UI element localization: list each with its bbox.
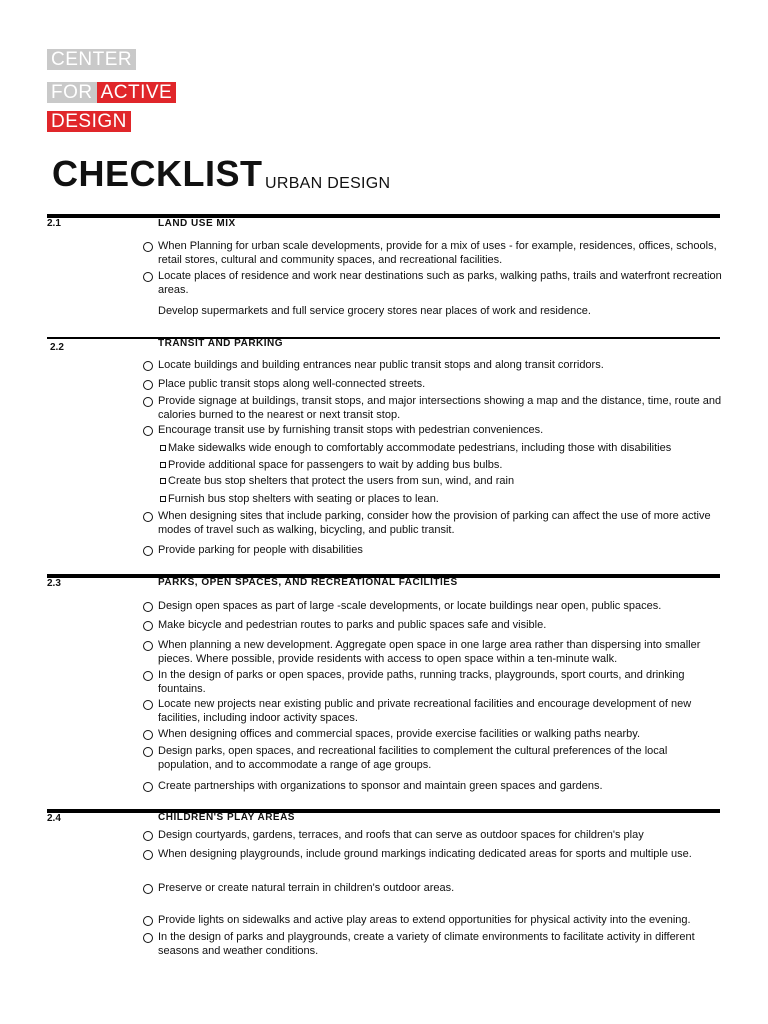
section-number: 2.2 <box>50 342 64 353</box>
checklist-item: Preserve or create natural terrain in children's outdoor areas. <box>158 882 455 894</box>
section-number: 2.1 <box>47 218 61 229</box>
checkbox-circle[interactable] <box>143 671 153 681</box>
sub-checkbox[interactable] <box>160 462 166 468</box>
checklist-item: When planning a new development. Aggregate open space in one large area rather than dispersing into smaller pieces. Where possible, provide residents with access to open space within a ten-minute walk. <box>158 639 701 665</box>
checklist-subitem: Furnish bus stop shelters with seating or places to lean. <box>168 493 439 505</box>
section-divider <box>47 809 720 813</box>
checkbox-circle[interactable] <box>143 884 153 894</box>
checkbox-circle[interactable] <box>143 831 153 841</box>
section-divider <box>47 337 720 339</box>
checkbox-circle[interactable] <box>143 397 153 407</box>
logo-line-3 <box>47 110 131 134</box>
section-title: LAND USE MIX <box>158 218 236 229</box>
checkbox-circle[interactable] <box>143 361 153 371</box>
page-title: CHECKLIST <box>52 153 263 194</box>
logo-center: CENTER <box>47 49 136 70</box>
sub-checkbox[interactable] <box>160 496 166 502</box>
section-number: 2.3 <box>47 578 61 589</box>
checkbox-circle[interactable] <box>143 916 153 926</box>
logo-line-1 <box>47 48 136 72</box>
logo-for: FOR <box>47 82 97 103</box>
section-title: CHILDREN'S PLAY AREAS <box>158 812 295 823</box>
checkbox-circle[interactable] <box>143 641 153 651</box>
checklist-item: When designing offices and commercial spaces, provide exercise facilities or walking paths nearby. <box>158 728 640 740</box>
checklist-item: Provide lights on sidewalks and active play areas to extend opportunities for physical activity into the evening. <box>158 914 691 926</box>
sub-checkbox[interactable] <box>160 478 166 484</box>
checklist-item: Design parks, open spaces, and recreational facilities to complement the cultural preferences of the local population, and to accommodate a range of age groups. <box>158 745 668 771</box>
checklist-subitem: Create bus stop shelters that protect the users from sun, wind, and rain <box>168 475 515 487</box>
checklist-subitem: Provide additional space for passengers to wait by adding bus bulbs. <box>168 459 503 471</box>
checklist-item: When Planning for urban scale developments, provide for a mix of uses - for example, residences, offices, schools, retail stores, cultural and community spaces, and recreational facilities. <box>158 240 717 266</box>
checklist-item: Provide parking for people with disabilities <box>158 544 363 556</box>
checkbox-circle[interactable] <box>143 730 153 740</box>
checkbox-circle[interactable] <box>143 850 153 860</box>
checkbox-circle[interactable] <box>143 426 153 436</box>
logo-line-2 <box>47 81 176 105</box>
checklist-item: Make bicycle and pedestrian routes to parks and public spaces safe and visible. <box>158 619 547 631</box>
section-title: PARKS, OPEN SPACES, AND RECREATIONAL FACILITIES <box>158 577 458 588</box>
checklist-item: Locate places of residence and work near destinations such as parks, walking paths, trails and waterfront recreation areas. <box>158 270 722 296</box>
section-number: 2.4 <box>47 813 61 824</box>
sub-checkbox[interactable] <box>160 445 166 451</box>
section-divider <box>47 214 720 218</box>
checklist-item: Create partnerships with organizations to sponsor and maintain green spaces and gardens. <box>158 780 603 792</box>
checklist-item: Locate new projects near existing public and private recreational facilities and encourage development of new facilities, including indoor activity spaces. <box>158 698 692 724</box>
checklist-item: In the design of parks or open spaces, provide paths, running tracks, playgrounds, sport courts, and drinking fountains. <box>158 669 685 695</box>
checkbox-circle[interactable] <box>143 272 153 282</box>
checkbox-circle[interactable] <box>143 512 153 522</box>
checkbox-circle[interactable] <box>143 242 153 252</box>
checklist-item: In the design of parks and playgrounds, create a variety of climate environments to facilitate activity in different seasons and weather conditions. <box>158 931 695 957</box>
checklist-item: When designing playgrounds, include ground markings indicating dedicated areas for sports and multiple use. <box>158 848 692 860</box>
checkbox-circle[interactable] <box>143 602 153 612</box>
checklist-item: Locate buildings and building entrances near public transit stops and along transit corridors. <box>158 359 604 371</box>
logo-active: ACTIVE <box>97 82 177 103</box>
checklist-item: Develop supermarkets and full service grocery stores near places of work and residence. <box>158 305 591 317</box>
checkbox-circle[interactable] <box>143 700 153 710</box>
checklist-item: Encourage transit use by furnishing transit stops with pedestrian conveniences. <box>158 424 544 436</box>
checklist-item: Provide signage at buildings, transit stops, and major intersections showing a map and the distance, time, route and calories burned to the nearest or next transit stop. <box>158 395 722 421</box>
checklist-subitem: Make sidewalks wide enough to comfortably accommodate pedestrians, including those with disabilities <box>168 442 672 454</box>
checkbox-circle[interactable] <box>143 380 153 390</box>
checklist-item: Place public transit stops along well-connected streets. <box>158 378 426 390</box>
checkbox-circle[interactable] <box>143 933 153 943</box>
page-subtitle: URBAN DESIGN <box>265 175 391 192</box>
checkbox-circle[interactable] <box>143 621 153 631</box>
logo-design: DESIGN <box>47 111 131 132</box>
checklist-item: When designing sites that include parking, consider how the provision of parking can affect the use of more active modes of travel such as walking, bicycling, and public transit. <box>158 510 711 536</box>
checkbox-circle[interactable] <box>143 546 153 556</box>
section-title: TRANSIT AND PARKING <box>158 338 284 349</box>
checklist-item: Design open spaces as part of large -scale developments, or locate buildings near open, public spaces. <box>158 600 662 612</box>
checkbox-circle[interactable] <box>143 782 153 792</box>
checkbox-circle[interactable] <box>143 747 153 757</box>
checklist-item: Design courtyards, gardens, terraces, and roofs that can serve as outdoor spaces for children's play <box>158 829 644 841</box>
